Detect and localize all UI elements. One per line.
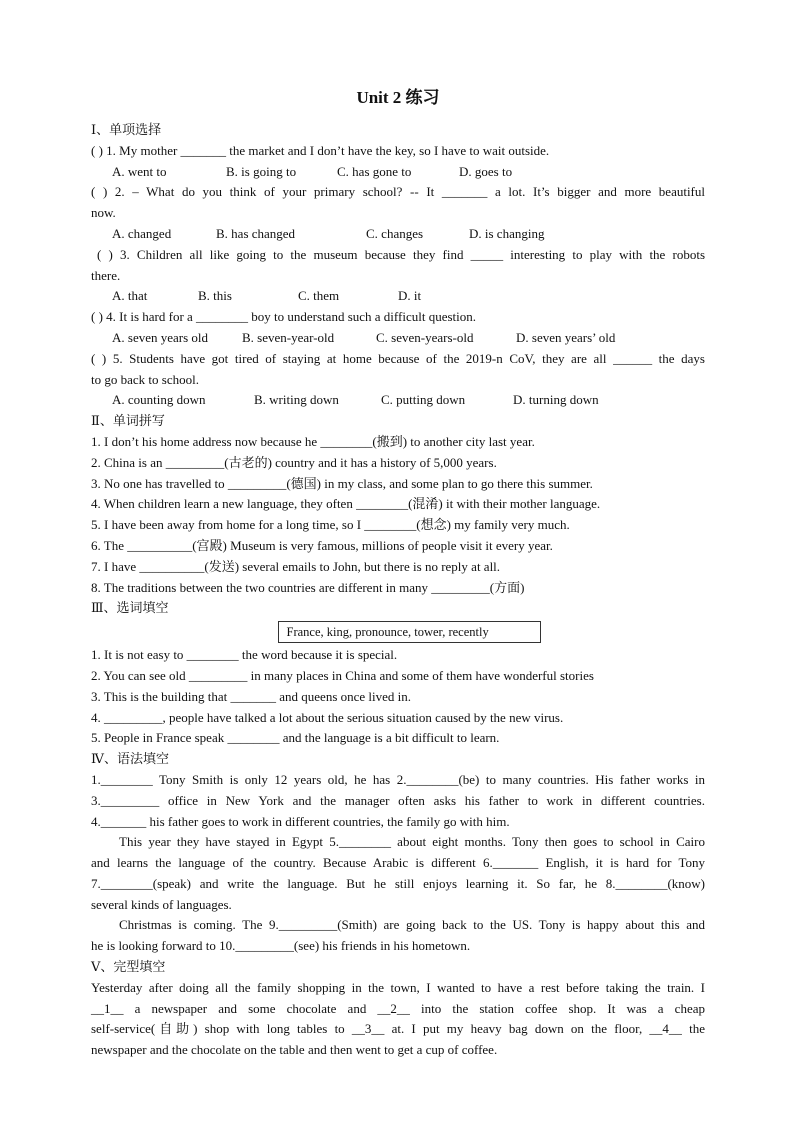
q3-stem-line2: there. [91,267,121,283]
cloze-line: __1__ a newspaper and some chocolate and __2__ into the station coffee shop. It was a cheap [91,1000,705,1016]
spelling-item: 5. I have been away from home for a long time, so I ________(想念) my family very much. [91,517,570,533]
q4-stem: ( ) 4. It is hard for a ________ boy to understand such a difficult question. [91,309,476,325]
q2-option-b: B. has changed [216,225,296,241]
grammar-p2-line: This year they have stayed in Egypt 5.________ about eight months. Tony then goes to school in Cairo [119,834,705,850]
spelling-item: 2. China is an _________(古老的) country and it has a history of 5,000 years. [91,454,497,470]
q2-stem-line1: ( ) 2. – What do you think of your primary school? -- It _______ a lot. It’s bigger and more beautiful [91,184,705,200]
q4-option-b: B. seven-year-old [242,329,335,345]
spelling-item: 6. The __________(宫殿) Museum is very famous, millions of people visit it every year. [91,537,553,553]
q1-option-b: B. is going to [226,163,297,179]
spelling-item: 1. I don’t his home address now because he ________(搬到) to another city last year. [91,433,535,449]
fill-item: 5. People in France speak ________ and the language is a bit difficult to learn. [91,730,500,746]
q5-stem-line2: to go back to school. [91,371,199,387]
spelling-item: 7. I have __________(发送) several emails to John, but there is no reply at all. [91,558,501,574]
grammar-p1-line: 1.________ Tony Smith is only 12 years old, he has 2.________(be) to many countries. His father works in [91,771,705,787]
q3-option-a: A. that [112,288,148,304]
grammar-p2-line: several kinds of languages. [91,896,232,912]
fill-item: 1. It is not easy to ________ the word because it is special. [91,647,398,663]
q2-option-c: C. changes [366,225,424,241]
grammar-p1-line: 3._________ office in New York and the manager often asks his father to work in different countries. [91,792,705,808]
q4-options [91,328,705,349]
q2-option-d: D. is changing [469,225,545,241]
q3-stem-line1: ( ) 3. Children all like going to the museum because they find _____ interesting to play with the robots [97,246,705,262]
section3-heading: Ⅲ、选词填空 [91,600,169,616]
cloze-line: Yesterday after doing all the family shopping in the town, I wanted to have a rest before taking the train. I [91,979,705,995]
q1-option-d: D. goes to [459,163,513,179]
grammar-p1-line: 4._______ his father goes to work in different countries, the family go with him. [91,813,510,829]
section4-heading: Ⅳ、语法填空 [91,751,169,767]
worksheet-page [91,86,705,1061]
spelling-item: 8. The traditions between the two countries are different in many _________(方面) [91,579,525,595]
q5-option-b: B. writing down [254,392,339,408]
q4-option-d: D. seven years’ old [516,329,616,345]
q3-option-b: B. this [198,288,232,304]
q2-option-a: A. changed [112,225,172,241]
grammar-p2-line: 7.________(speak) and write the language. But he still enjoys learning it. So far, he 8.________(know) [91,875,705,891]
q4-option-c: C. seven-years-old [376,329,474,345]
q5-option-a: A. counting down [112,392,206,408]
section1-heading: Ⅰ、单项选择 [91,122,162,137]
cloze-line: newspaper and the chocolate on the table and then went to get a cup of coffee. [91,1042,498,1058]
q2-options [91,224,705,245]
q1-option-a: A. went to [112,163,167,179]
grammar-p3-line: Christmas is coming. The 9._________(Smith) are going back to the US. Tony is happy about this and [119,917,705,933]
section2-heading: Ⅱ、单词拼写 [91,413,165,429]
q5-stem-line1: ( ) 5. Students have got tired of staying at home because of the 2019-n CoV, they are all ______ the days [91,350,705,366]
q2-stem-line2: now. [91,205,116,221]
q3-option-d: D. it [398,288,422,304]
q1-stem: ( ) 1. My mother _______ the market and I don’t have the key, so I have to wait outside. [91,142,550,158]
spelling-item: 3. No one has travelled to _________(德国) in my class, and some plan to go there this summer. [91,475,593,491]
grammar-p3-line: he is looking forward to 10._________(see) his friends in his hometown. [91,938,471,954]
fill-item: 3. This is the building that _______ and queens once lived in. [91,688,412,704]
q1-option-c: C. has gone to [337,163,412,179]
q5-option-c: C. putting down [381,392,466,408]
spelling-item: 4. When children learn a new language, they often ________(混淆) it with their mother language. [91,496,601,512]
word-box: France, king, pronounce, tower, recently [278,621,541,643]
q5-option-d: D. turning down [513,392,599,408]
q3-options [91,286,705,307]
page-title: Unit 2 练习 [356,88,440,107]
section5-heading: Ⅴ、完型填空 [91,959,166,975]
fill-item: 2. You can see old _________ in many places in China and some of them have wonderful stories [91,667,594,683]
fill-item: 4. _________, people have talked a lot about the serious situation caused by the new virus. [91,709,564,725]
q1-options [91,162,705,183]
word-box-row [91,620,705,644]
q4-option-a: A. seven years old [112,329,209,345]
cloze-line: self-service(自助) shop with long tables to __3__ at. I put my heavy bag down on the floor, __4__ the [91,1021,705,1037]
q5-options [91,390,705,411]
q3-option-c: C. them [298,288,340,304]
grammar-p2-line: and learns the language of the country. Because Arabic is different 6._______ English, it is hard for Tony [91,855,705,871]
